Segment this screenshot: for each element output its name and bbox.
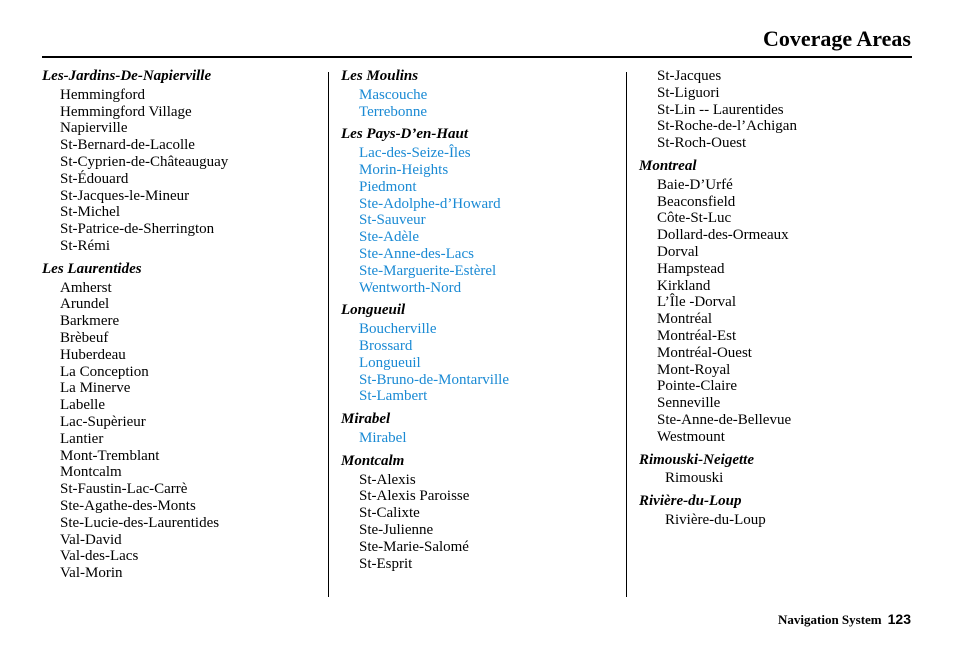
city-item: St-Michel <box>60 204 120 221</box>
city-item: Arundel <box>60 296 110 313</box>
city-item: La Minerve <box>60 380 131 397</box>
city-item: St-Roch-Ouest <box>657 135 747 152</box>
city-link[interactable]: Terrebonne <box>359 103 428 120</box>
city-item: Huberdeau <box>60 346 126 363</box>
region-section <box>639 493 919 529</box>
city-item: St-Liguori <box>657 84 720 101</box>
region-heading: Les Moulins <box>341 68 419 84</box>
region-heading: Les-Jardins-De-Napierville <box>42 68 212 84</box>
city-item: Labelle <box>60 397 105 414</box>
city-item: St-Bernard-de-Lacolle <box>60 137 195 154</box>
page-number: 123 <box>887 611 911 627</box>
city-item: Val-Morin <box>60 565 123 582</box>
city-item: Barkmere <box>60 313 120 330</box>
footer-label: Navigation System <box>778 612 882 627</box>
city-list <box>639 470 919 487</box>
region-section <box>42 261 322 582</box>
city-link[interactable]: Ste-Anne-des-Lacs <box>359 245 474 262</box>
region-section <box>639 68 919 152</box>
region-heading: Mirabel <box>341 411 391 428</box>
city-item: Montcalm <box>60 464 122 481</box>
city-item: Lantier <box>60 430 104 447</box>
city-list <box>42 280 322 582</box>
city-item: Montréal-Est <box>657 327 737 344</box>
city-link[interactable]: Mirabel <box>359 429 407 446</box>
city-item: Rimouski <box>665 470 724 487</box>
city-item: Senneville <box>657 395 721 412</box>
city-list <box>341 472 621 573</box>
city-list <box>341 321 621 405</box>
city-item: La Conception <box>60 363 149 380</box>
region-section <box>341 411 621 447</box>
city-item: Ste-Anne-de-Bellevue <box>657 411 792 428</box>
city-item: Pointe-Claire <box>657 378 737 395</box>
city-item: Westmount <box>657 428 725 445</box>
city-item: Dorval <box>657 243 699 260</box>
city-item: Hampstead <box>657 260 725 277</box>
city-item: St-Rémi <box>60 237 111 254</box>
region-section <box>341 453 621 573</box>
city-item: St-Cyprien-de-Châteauguay <box>60 153 229 170</box>
city-item: Hemmingford Village <box>60 103 192 120</box>
city-link[interactable]: Wentworth-Nord <box>359 279 462 296</box>
column-divider-1 <box>328 72 329 597</box>
city-item: St-Jacques-le-Mineur <box>60 187 190 204</box>
city-list <box>639 68 919 152</box>
city-link[interactable]: Piedmont <box>359 178 417 195</box>
city-item: St-Esprit <box>359 555 413 572</box>
city-item: St-Jacques <box>657 68 722 84</box>
city-link[interactable]: St-Lambert <box>359 388 428 405</box>
region-section <box>341 68 621 120</box>
city-item: Kirkland <box>657 277 711 294</box>
city-link[interactable]: Morin-Heights <box>359 161 449 178</box>
city-link[interactable]: Boucherville <box>359 321 437 338</box>
city-item: Ste-Agathe-des-Monts <box>60 497 196 514</box>
city-item: Hemmingford <box>60 86 145 103</box>
city-item: Ste-Marie-Salomé <box>359 538 469 555</box>
column-3 <box>639 68 919 535</box>
city-link[interactable]: St-Sauveur <box>359 212 426 229</box>
region-heading: Montcalm <box>341 452 405 469</box>
column-1 <box>42 68 322 588</box>
city-item: Ste-Julienne <box>359 521 434 538</box>
city-list <box>341 430 621 447</box>
column-2 <box>341 68 621 578</box>
city-list <box>341 145 621 296</box>
city-item: St-Alexis <box>359 471 416 488</box>
column-divider-2 <box>626 72 627 597</box>
city-item: St-Patrice-de-Sherrington <box>60 221 215 238</box>
city-item: Mont-Tremblant <box>60 447 160 464</box>
city-item: Val-David <box>60 531 122 548</box>
city-item: Brèbeuf <box>60 329 109 346</box>
city-item: St-Alexis Paroisse <box>359 488 470 505</box>
region-heading: Les Pays-D’en-Haut <box>341 126 469 143</box>
city-item: St-Lin -- Laurentides <box>657 101 784 118</box>
city-item: St-Édouard <box>60 170 129 187</box>
region-heading: Rimouski-Neigette <box>639 451 754 468</box>
city-item: Val-des-Lacs <box>60 548 139 565</box>
city-item: L’Île -Dorval <box>657 294 736 311</box>
region-section <box>42 68 322 255</box>
region-heading: Longueuil <box>341 302 406 319</box>
city-item: Lac-Supèrieur <box>60 413 146 430</box>
city-link[interactable]: Ste-Adèle <box>359 229 419 246</box>
city-list <box>341 87 621 121</box>
city-item: Baie-D’Urfé <box>657 176 733 193</box>
region-heading: Montreal <box>639 157 697 174</box>
region-heading: Les Laurentides <box>42 260 142 277</box>
header-rule <box>42 56 912 58</box>
page-footer <box>778 610 911 630</box>
city-item: Dollard-des-Ormeaux <box>657 227 789 244</box>
city-link[interactable]: Mascouche <box>359 86 428 103</box>
region-section <box>341 126 621 296</box>
region-section <box>639 452 919 488</box>
city-link[interactable]: Brossard <box>359 337 413 354</box>
city-item: Rivière-du-Loup <box>665 511 766 528</box>
city-item: Montréal <box>657 311 712 328</box>
city-item: Amherst <box>60 279 112 296</box>
city-item: St-Roche-de-l’Achigan <box>657 118 797 135</box>
city-item: Côte-St-Luc <box>657 210 732 227</box>
city-item: Ste-Lucie-des-Laurentides <box>60 514 220 531</box>
city-item: Mont-Royal <box>657 361 731 378</box>
city-list <box>42 87 322 255</box>
region-section <box>639 158 919 446</box>
region-section <box>341 302 621 405</box>
city-link[interactable]: Lac-des-Seize-Îles <box>359 145 471 162</box>
city-item: Beaconsfield <box>657 193 736 210</box>
region-heading: Rivière-du-Loup <box>639 493 742 510</box>
city-item: St-Calixte <box>359 505 420 522</box>
city-link[interactable]: Ste-Adolphe-d’Howard <box>359 195 501 212</box>
city-list <box>639 177 919 446</box>
city-list <box>639 512 919 529</box>
city-link[interactable]: Ste-Marguerite-Estèrel <box>359 262 497 279</box>
page-title: Coverage Areas <box>762 26 911 51</box>
city-link[interactable]: St-Bruno-de-Montarville <box>359 371 509 388</box>
city-item: St-Faustin-Lac-Carrè <box>60 481 188 498</box>
city-item: Napierville <box>60 120 128 137</box>
city-item: Montréal-Ouest <box>657 344 752 361</box>
city-link[interactable]: Longueuil <box>359 354 421 371</box>
